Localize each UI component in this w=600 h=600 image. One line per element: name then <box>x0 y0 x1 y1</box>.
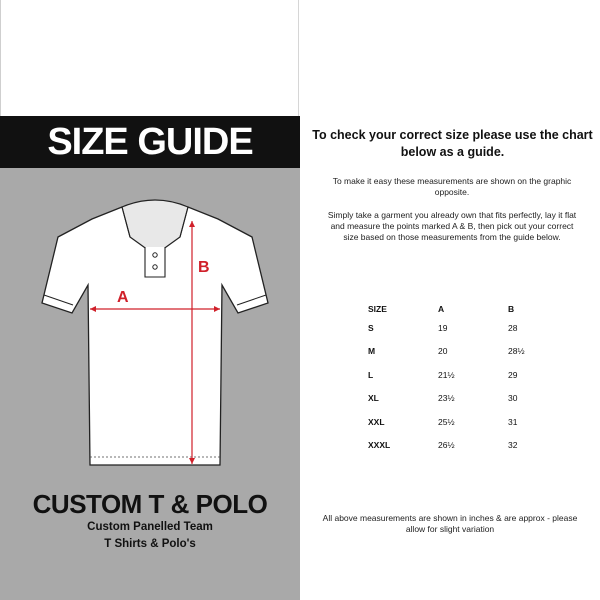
brand-subtitle-2: T Shirts & Polo's <box>104 538 196 550</box>
table-row <box>368 340 548 364</box>
b-cell: 29 <box>508 369 518 380</box>
table-row <box>368 363 548 387</box>
button-icon <box>153 265 157 269</box>
size-cell: XXXL <box>368 440 391 451</box>
header-size: SIZE <box>368 304 387 314</box>
b-cell: 28 <box>508 322 518 333</box>
b-cell: 31 <box>508 416 518 427</box>
brand-title: CUSTOM T & POLO <box>32 489 268 519</box>
a-cell: 23½ <box>438 393 455 404</box>
brand-block <box>0 490 300 552</box>
a-cell: 25½ <box>438 416 455 427</box>
table-row <box>368 387 548 411</box>
header-a: A <box>438 304 445 314</box>
size-cell: L <box>368 369 374 380</box>
page-title: SIZE GUIDE <box>47 121 253 163</box>
top-blank-area <box>0 0 299 116</box>
intro-paragraph: To make it easy these measurements are shown on the graphic opposite. <box>332 176 572 197</box>
label-a: A <box>117 289 129 306</box>
a-cell: 19 <box>438 322 448 333</box>
a-cell: 26½ <box>438 440 455 451</box>
b-cell: 28½ <box>508 346 525 357</box>
a-cell: 20 <box>438 346 448 357</box>
table-row <box>368 316 548 340</box>
title-bar <box>0 116 300 168</box>
size-table <box>368 302 548 457</box>
size-cell: M <box>368 346 376 357</box>
footnote: All above measurements are shown in inches & are approx - please allow for slight variation <box>322 513 578 534</box>
a-cell: 21½ <box>438 369 455 380</box>
instructions-paragraph: Simply take a garment you already own that fits perfectly, lay it flat and measure the points marked A & B, then pick out your correct size based on those measurements from the guide below. <box>327 210 577 242</box>
table-header-row <box>368 302 548 316</box>
header-b: B <box>508 304 515 314</box>
button-icon <box>153 253 157 257</box>
polo-shirt-illustration <box>30 185 280 470</box>
size-cell: XL <box>368 393 379 404</box>
label-b: B <box>198 259 210 276</box>
table-row <box>368 434 548 458</box>
b-cell: 30 <box>508 393 518 404</box>
b-cell: 32 <box>508 440 518 451</box>
size-cell: S <box>368 322 374 333</box>
right-panel <box>300 0 600 600</box>
shirt-placket <box>145 247 165 277</box>
table-row <box>368 410 548 434</box>
size-cell: XXL <box>368 416 385 427</box>
brand-subtitle-1: Custom Panelled Team <box>87 521 213 533</box>
headline: To check your correct size please use the chart below as a guide. <box>312 128 593 159</box>
